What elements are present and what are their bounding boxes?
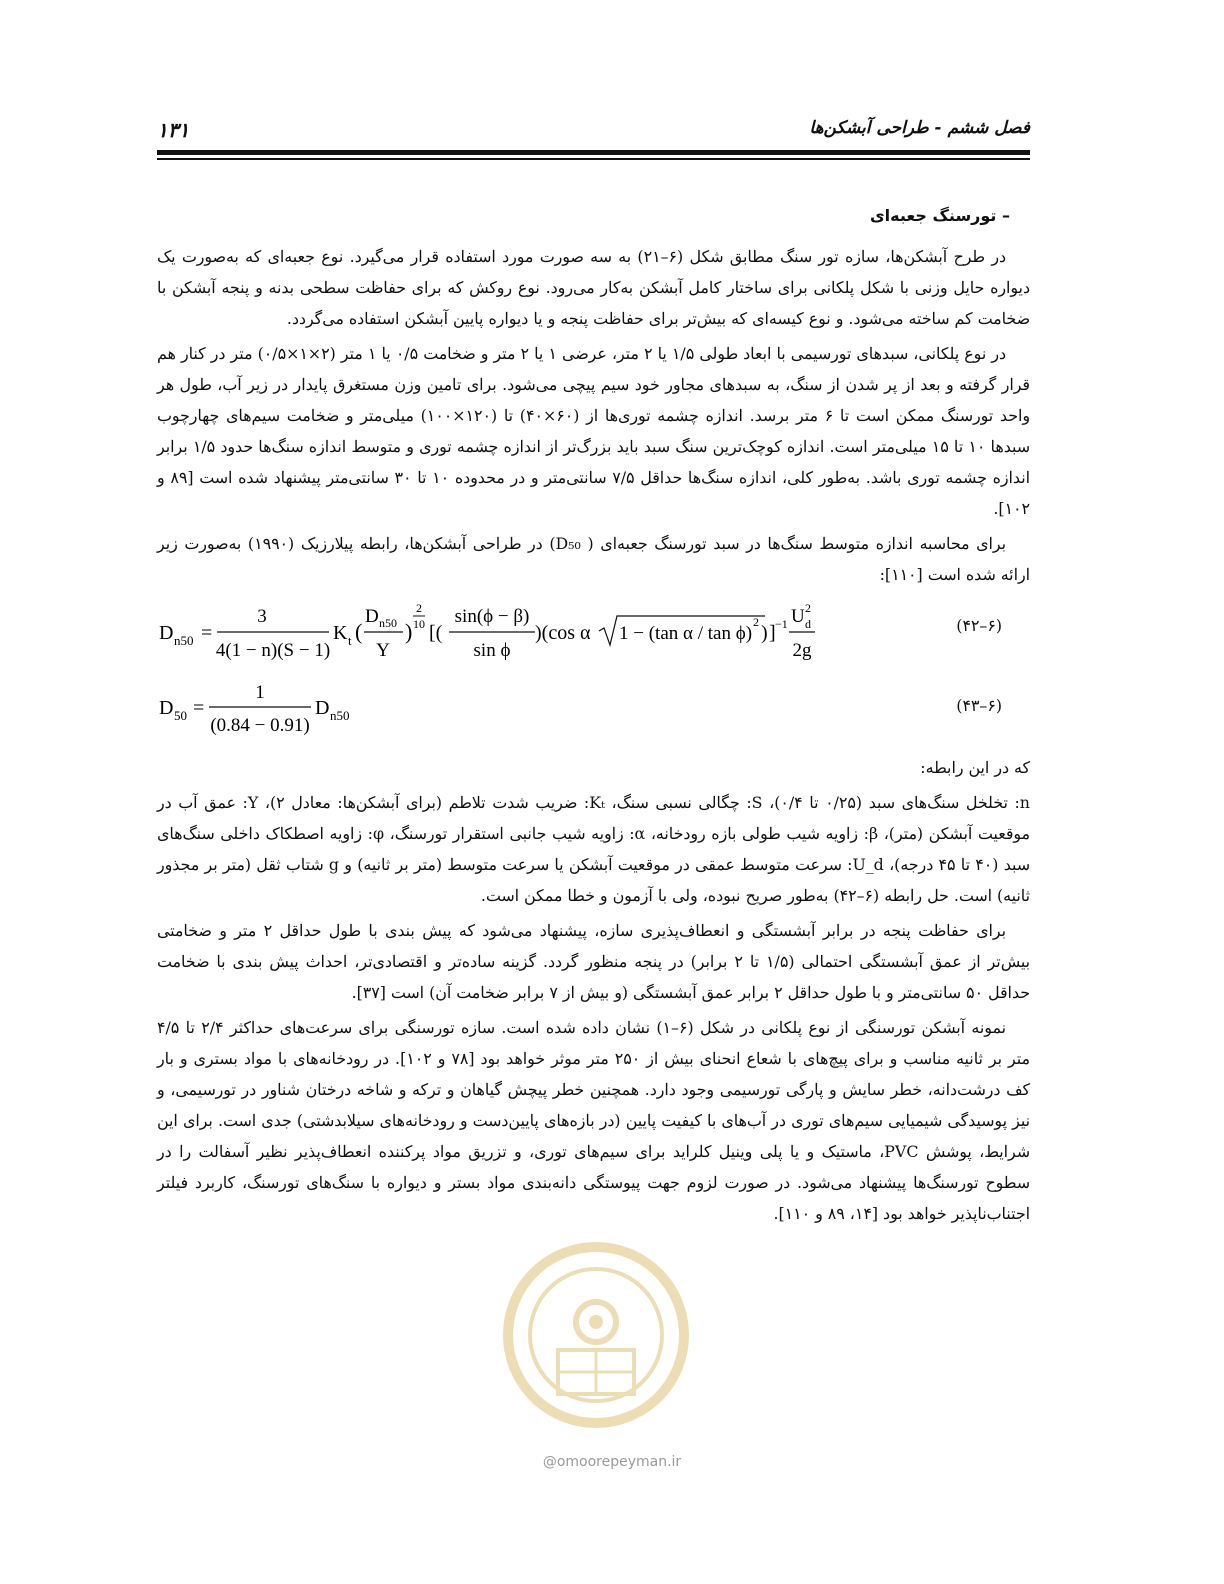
eq42-radicand-exp: 2 xyxy=(753,615,759,629)
watermark-logo xyxy=(496,1230,696,1440)
eq43-equals: = xyxy=(193,697,205,719)
eq42-close-paren: ) xyxy=(405,619,413,644)
equation-43 xyxy=(157,678,1030,742)
page-header xyxy=(157,112,1030,142)
eq42-sin-num: sin(ϕ − β) xyxy=(454,606,530,627)
header-rule-thin xyxy=(157,158,1030,160)
eq42-lhs: D xyxy=(159,622,174,644)
watermark-url: @omoorepeyman.ir xyxy=(542,1454,682,1470)
eq42-k-sub: t xyxy=(348,633,352,648)
eq42-open-paren: ( xyxy=(355,619,363,644)
equation-43-formula xyxy=(157,678,397,742)
page-content xyxy=(157,200,1030,1233)
section-title: – تورسنگ جعبه‌ای xyxy=(870,206,1010,225)
eq42-u-sup: 2 xyxy=(805,601,811,615)
eq42-radicand: 1 − (tan α / tan ϕ) xyxy=(619,623,753,644)
eq42-u-num: U xyxy=(791,606,805,627)
eq42-lhs-sub: n50 xyxy=(174,633,194,648)
eq42-close: ) xyxy=(761,622,768,644)
eq42-paren-den: Y xyxy=(376,640,390,661)
equation-43-number: (۶–۴۳) xyxy=(956,696,1002,715)
eq42-cos-part: )(cos α xyxy=(535,622,591,644)
eq43-frac-den: (0.84 − 0.91) xyxy=(210,715,310,736)
equation-42 xyxy=(157,598,1030,670)
eq42-exp-den: 10 xyxy=(413,617,425,631)
eq42-paren-num-sub: n50 xyxy=(379,616,397,630)
eq43-lhs: D xyxy=(159,697,174,719)
chapter-title: فصل ششم - طراحی آبشکن‌ها xyxy=(809,118,1030,138)
header-rule-thick xyxy=(157,150,1030,155)
eq42-equals: = xyxy=(201,622,213,644)
eq42-sin-den: sin ϕ xyxy=(473,640,511,661)
paragraph-2: در نوع پلکانی، سبدهای تورسیمی با ابعاد طولی ۱/۵ یا ۲ متر، عرضی ۱ یا ۲ متر و ضخامت ۰/۵ یا ۱ متر (۲×۱×۰/۵) متر در کنار هم قرار گرفته و بعد از پر شدن از سنگ، به سبدهای مجاور خود سیم پیچی می‌شود. برای تامین وزن مستغرق پایدار در زیر آب، طول هر واحد تورسنگ ممکن است تا ۶ متر برسد. اندازه چشمه توری‌ها از (۶۰×۴۰) تا (۱۲۰×۱۰۰) میلی‌متر و ضخامت سیم‌های چهارچوب سبدها ۱۰ تا ۱۵ میلی‌متر است. اندازه کوچک‌ترین سنگ سبد باید بزرگ‌تر از اندازه چشمه توری و متوسط اندازه سنگ‌ها حدود ۱/۵ برابر اندازه چشمه توری باشد. به‌طور کلی، اندازه سنگ‌ها حداقل ۷/۵ سانتی‌متر و در محدوده ۱۰ تا ۳۰ سانتی‌متر پیشنهاد شده است [۸۹ و ۱۰۲]. xyxy=(157,344,1030,518)
equation-42-number: (۶–۴۲) xyxy=(956,616,1002,635)
eq43-lhs-sub: 50 xyxy=(174,708,187,723)
eq43-rhs: D xyxy=(315,697,330,719)
paragraph-5: برای حفاظت پنجه در برابر آبشستگی و انعطاف‌پذیری سازه، پیشنهاد می‌شود که پیش بندی با طول حداقل ۲ متر و ضخامتی بیش‌تر از عمق آبشستگی احتمالی (۱/۵ تا ۲ برابر) در پنجه منظور گردد. گزینه ساده‌تر و اقتصادی‌تر، احداث پیش بندی با ضخامت حداقل ۵۰ سانتی‌متر و با طول حداقل ۲ برابر عمق آبشستگی (و بیش از ۷ برابر ضخامت آن) است [۳۷]. xyxy=(157,921,1030,1002)
page-number: ۱۳۱ xyxy=(157,118,190,142)
paragraph-4: n: تخلخل سنگ‌های سبد (۰/۲۵ تا ۰/۴)، S: چگالی نسبی سنگ، Kₜ: ضریب شدت تلاطم (برای آبشکن‌ها: معادل ۲)، Y: عمق آب در موقعیت آبشکن (متر)، β: زاویه شیب طولی بازه رودخانه، α: زاویه شیب جانبی استقرار تورسنگ، φ: زاویه اصطکاک داخلی سنگ‌های سبد (۴۰ تا ۴۵ درجه)، U_d: سرعت متوسط عمقی در موقعیت آبشکن یا سرعت متوسط (متر بر ثانیه) و g شتاب ثقل (متر بر مجذور ثانیه) است. حل رابطه (۶–۴۲) به‌طور صریح نبوده، ولی با آزمون و خطا ممکن است. xyxy=(157,793,1031,905)
eq43-frac-num: 1 xyxy=(255,682,265,703)
paragraph-where: که در این رابطه: xyxy=(920,758,1030,777)
equation-42-formula xyxy=(157,598,817,670)
eq42-minus-one: −1 xyxy=(775,617,788,631)
eq42-u-den: 2g xyxy=(792,640,812,661)
eq42-k: K xyxy=(333,622,348,644)
eq42-bracket-open: [( xyxy=(429,622,443,644)
eq42-frac-den: 4(1 − n)(S − 1) xyxy=(215,640,331,661)
eq42-paren-num: D xyxy=(365,606,379,627)
eq42-exp-num: 2 xyxy=(416,601,422,615)
paragraph-3: برای محاسبه اندازه متوسط سنگ‌ها در سبد تورسنگ جعبه‌ای ( D₅₀) در طراحی آبشکن‌ها، رابطه پیلارزیک (۱۹۹۰) به‌صورت زیر ارائه شده است [۱۱۰]: xyxy=(157,534,1030,584)
eq42-u-sub: d xyxy=(805,617,811,631)
paragraph-6: نمونه آبشکن تورسنگی از نوع پلکانی در شکل (۶–۱) نشان داده شده است. سازه تورسنگی برای سرعت‌های حداکثر ۲/۴ تا ۴/۵ متر بر ثانیه مناسب و برای پیچ‌های با شعاع انحنای بیش از ۲۵۰ متر موثر خواهد بود [۷۸ و ۱۰۲]. در رودخانه‌های با مواد بستری و بار کف درشت‌دانه، خطر سایش و پارگی تورسیمی وجود دارد. همچنین خطر پیچش گیاهان و ترکه و شاخه درختان شناور در تورسیمی، و نیز پوسیدگی شیمیایی سیم‌های توری در آب‌های با کیفیت پایین (در بازه‌های پایین‌دست و رودخانه‌های سیلابدشتی) جدی است. برای این شرایط، پوشش PVC، ماستیک و یا پلی وینیل کلراید برای سیم‌های توری، و تزریق مواد پرکننده انعطاف‌پذیر نظیر آسفالت را در سطوح تورسنگ‌ها پیشنهاد می‌شود. در صورت لزوم جهت پیوستگی دانه‌بندی مواد بستر و دیواره با سنگ‌های تورسنگ، کاربرد فیلتر اجتناب‌ناپذیر خواهد بود [۱۴، ۸۹ و ۱۱۰]. xyxy=(157,1018,1030,1223)
eq42-frac-num: 3 xyxy=(257,606,267,627)
paragraph-1: در طرح آبشکن‌ها، سازه تور سنگ مطابق شکل (۶–۲۱) به سه صورت مورد استفاده قرار می‌گیرد. نوع جعبه‌ای که به‌صورت یک دیواره حایل وزنی با شکل پلکانی برای ساختار کامل آبشکن به‌کار می‌رود. نوع روکش که برای حفاظت سطحی بدنه و پنجه آبشکن با ضخامت کم ساخته می‌شود. و نوع کیسه‌ای که بیش‌تر برای حفاظت پنجه و یا دیواره پایین آبشکن استفاده می‌گردد. xyxy=(157,247,1030,328)
eq43-rhs-sub: n50 xyxy=(330,708,350,723)
eq42-bracket-close: ] xyxy=(769,622,776,644)
